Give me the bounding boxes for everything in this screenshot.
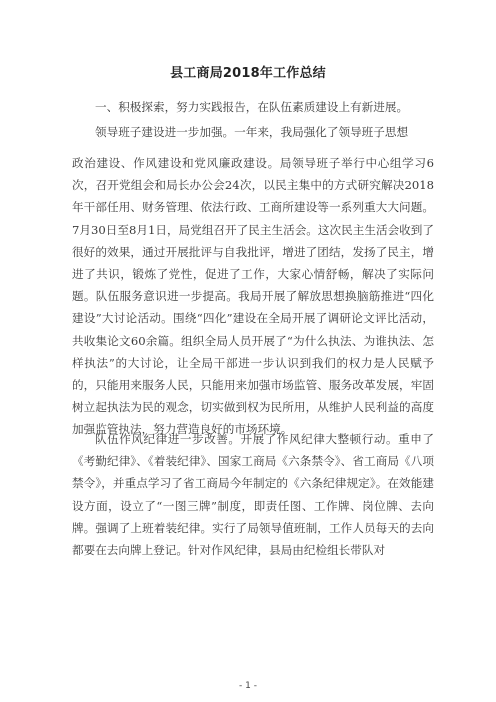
- paragraph-leadership-intro: 领导班子建设进一步加强。一年来，我局强化了领导班子思想: [95, 125, 409, 139]
- paragraph-leadership-body: 政治建设、作风建设和党风廉政建设。局领导班子举行中心组学习6次，召开党组会和局长办公会24次，以民主集中的方式研究解决2018年干部任用、财务管理、依法行政、工商所建设等一系列重大大问题。7月30日至8月1日，局党组召开了民主生活会。这次民主生活会收到了很好的效果，通过开展批评与自我批评，增进了团结，发扬了民主，增进了共识，锻炼了党性，促进了工作，大家心情舒畅，解决了实际问题。队伍服务意识进一步提高。我局开展了解放思想换脑筋推进“四化建设”大讨论活动。围绕“四化”建设在全局开展了调研论文评比活动，共收集论文60余篇。组织全局人员开展了“为什么执法、为谁执法、怎样执法”的大讨论，让全局干部进一步认识到我们的权力是人民赋予的，只能用来服务人民，只能用来加强市场监管、服务改革发展，牢固树立起执法为民的观念，切实做到权为民所用，从维护人民利益的高度加强监管执法，努力营造良好的市场环境。: [72, 156, 434, 437]
- document-title: 县工商局2018年工作总结: [170, 66, 326, 81]
- paragraph-section-heading: 一、积极探索，努力实践报告，在队伍素质建设上有新进展。: [95, 100, 409, 114]
- paragraph-discipline: 队伍作风纪律进一步改善。开展了作风纪律大整顿行动。重申了《考勤纪律》、《着装纪律》、国家工商局《六条禁令》、省工商局《八项禁令》，并重点学习了省工商局今年制定的《六条纪律规定》。在效能建设方面，设立了“一图三牌”制度，即责任图、工作牌、岗位牌、去向牌。强调了上班着装纪律。实行了局领导值班制，工作人员每天的去向都要在去向牌上登记。针对作风纪律，县局由纪检组长带队对: [72, 432, 434, 558]
- page-number: - 1 -: [239, 681, 257, 691]
